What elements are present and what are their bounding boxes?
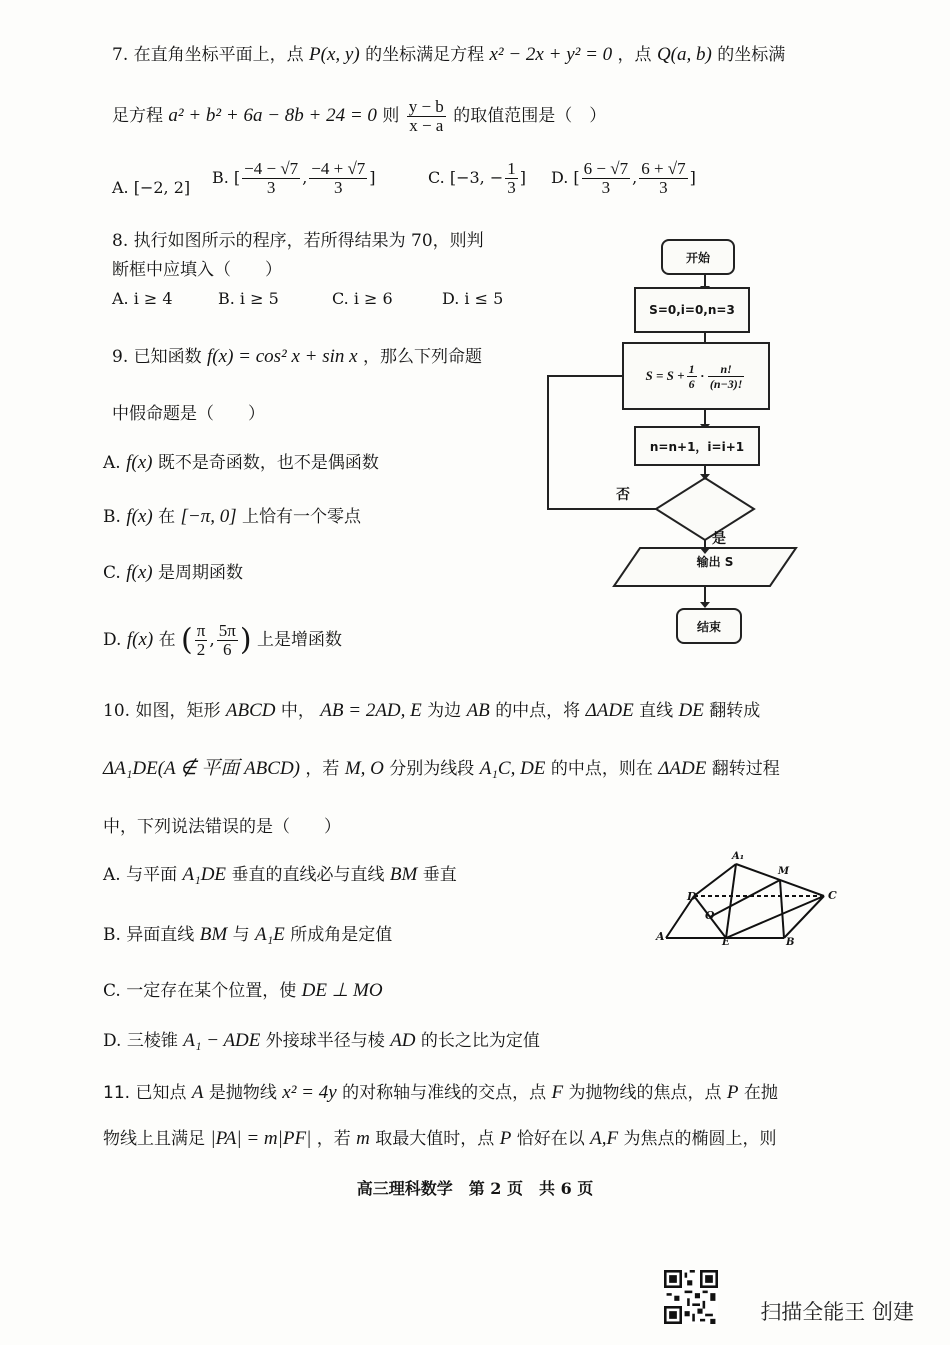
option-text: 垂直 bbox=[422, 865, 457, 885]
q7-option-b: B. [ $\frac{-4 - √7}{3}$ , $\frac{-4 + √7}{3}$ ] bbox=[212, 159, 376, 197]
q11-text: 为焦点的椭圆上，则 bbox=[623, 1129, 777, 1149]
q10-option-d bbox=[103, 1030, 540, 1052]
frac-den: 3 bbox=[266, 178, 276, 197]
q11-math: F bbox=[551, 1082, 564, 1103]
q9-f: f(x) bbox=[126, 629, 154, 650]
q10-text: 10. 如图，矩形 bbox=[103, 701, 221, 721]
q9-text: 9. 已知函数 bbox=[112, 347, 202, 367]
frac-num: n! bbox=[708, 362, 745, 377]
q7-option-d-frac2 bbox=[639, 160, 687, 197]
q10-figure bbox=[652, 848, 842, 948]
q10-math: A₁DE bbox=[182, 864, 227, 885]
q7-option-c-label: C. [−3, − bbox=[428, 168, 504, 187]
fig-label-a: A bbox=[656, 930, 665, 943]
q8-line2: 断框中应填入（ ） bbox=[112, 260, 282, 280]
option-label: D. bbox=[103, 630, 122, 650]
q9-option-d: D. f(x) 在 ( $\frac{\pi}{2}$ , $\frac{5\pi}{6}$ ) 上是增函数 bbox=[103, 621, 342, 659]
option-text: D. 三棱锥 bbox=[103, 1031, 178, 1051]
option-text: 所成角是定值 bbox=[290, 925, 393, 945]
q10-math: BM bbox=[389, 864, 418, 885]
flow-update-label: n=n+1，i=i+1 bbox=[649, 439, 745, 454]
edge-DA1 bbox=[694, 864, 736, 896]
q10-line2 bbox=[103, 758, 780, 780]
option-text: 在 bbox=[158, 507, 176, 527]
edge-EC bbox=[726, 896, 824, 938]
q9-frac1 bbox=[195, 622, 208, 659]
q7-option-d-label: D. [ bbox=[551, 168, 580, 187]
q7-option-a-text: A. [−2, 2] bbox=[112, 178, 191, 197]
q7-text: 7. 在直角坐标平面上，点 bbox=[112, 45, 304, 65]
q11-text: 恰好在以 bbox=[516, 1129, 585, 1149]
q10-text: 的中点，将 bbox=[495, 701, 581, 721]
q10-math: DE ⊥ MO bbox=[301, 980, 383, 1001]
q7-line1 bbox=[112, 44, 785, 66]
q7-text: 的坐标满 bbox=[717, 45, 786, 65]
flow-start-label: 开始 bbox=[685, 250, 710, 265]
q9-f: f(x) bbox=[126, 506, 153, 527]
segment-MB bbox=[780, 880, 784, 938]
q10-math: ΔADE bbox=[585, 700, 634, 721]
q11-line2 bbox=[103, 1128, 776, 1150]
q8-line1: 8. 执行如图所示的程序，若所得结果为 70，则判 bbox=[112, 231, 484, 251]
q10-math: BM bbox=[199, 924, 228, 945]
fig-label-b: B bbox=[786, 937, 795, 948]
option-label: C. bbox=[103, 563, 121, 583]
option-text: 既不是奇函数，也不是偶函数 bbox=[157, 453, 379, 473]
q11-text: 物线上且满足 bbox=[103, 1129, 205, 1149]
q7-option-a bbox=[112, 178, 190, 197]
q11-math: m bbox=[356, 1128, 370, 1149]
q11-math: |PA| = m|PF| bbox=[210, 1128, 312, 1149]
q7-option-b-frac2 bbox=[309, 160, 367, 197]
frac-den: (n−3)! bbox=[709, 376, 743, 391]
q10-math: AB bbox=[466, 700, 490, 721]
option-text: 上是增函数 bbox=[256, 630, 342, 650]
flow-init-label: S=0,i=0,n=3 bbox=[649, 303, 735, 317]
q9-interval: [−π, 0] bbox=[180, 506, 237, 527]
edge-A1E bbox=[726, 864, 736, 938]
q10-option-a bbox=[103, 864, 457, 886]
fig-label-c: C bbox=[828, 889, 837, 902]
q10-math: A₁ − ADE bbox=[183, 1030, 261, 1051]
frac-num: 5π bbox=[218, 621, 236, 640]
q11-math: A,F bbox=[590, 1128, 619, 1149]
frac-num: π bbox=[196, 621, 206, 640]
q7-line2 bbox=[112, 98, 606, 135]
q8-option-b: B. i ≥ 5 bbox=[218, 289, 279, 308]
q11-text: 在抛 bbox=[743, 1083, 778, 1103]
flow-end-label: 结束 bbox=[696, 619, 721, 634]
fig-label-e: E bbox=[722, 937, 730, 948]
q10-line1 bbox=[103, 700, 760, 722]
option-text: 在 bbox=[158, 630, 176, 650]
frac-den: 3 bbox=[601, 178, 611, 197]
fig-label-d: D bbox=[687, 890, 697, 903]
q11-text: 的对称轴与准线的交点，点 bbox=[342, 1083, 547, 1103]
q7-equation-1: x² − 2x + y² = 0 bbox=[489, 44, 613, 65]
flow-end bbox=[676, 608, 742, 644]
q9-option-c bbox=[103, 562, 243, 584]
option-text: 垂直的直线必与直线 bbox=[231, 865, 385, 885]
q10-text: 分别为线段 bbox=[389, 759, 475, 779]
flow-init bbox=[634, 287, 750, 333]
q10-text: 的中点，则在 bbox=[550, 759, 653, 779]
q10-text: ，若 bbox=[305, 759, 340, 779]
q7-text: 足方程 bbox=[112, 106, 163, 126]
q11-math: A bbox=[191, 1082, 204, 1103]
q7-equation-2: a² + b² + 6a − 8b + 24 = 0 bbox=[168, 105, 377, 126]
q11-text: 11. 已知点 bbox=[103, 1083, 187, 1103]
q9-f: f(x) bbox=[126, 452, 153, 473]
option-text: C. 一定存在某个位置，使 bbox=[103, 981, 297, 1001]
q11-line1 bbox=[103, 1082, 778, 1104]
q11-text: 取最大值时，点 bbox=[375, 1129, 495, 1149]
q10-math: DE bbox=[678, 700, 704, 721]
flow-output-label: 输出 S bbox=[696, 555, 734, 569]
q7-text: 的取值范围是（ ） bbox=[453, 106, 607, 126]
q9-f: f(x) bbox=[126, 562, 153, 583]
q9-line1 bbox=[112, 346, 482, 368]
q10-math: AB = 2AD, E bbox=[320, 700, 422, 721]
flow-assign-frac1 bbox=[687, 362, 697, 391]
frac-num: 6 − √7 bbox=[583, 159, 629, 178]
flow-yes-label: 是 bbox=[712, 531, 726, 547]
q7-text: 则 bbox=[382, 106, 400, 126]
flow-no-label: 否 bbox=[616, 487, 630, 503]
q7-option-d: D. [ $\frac{6 - √7}{3}$ , $\frac{6 + √7}{3}$ ] bbox=[551, 159, 696, 197]
segment-OM bbox=[710, 880, 780, 917]
q9-frac2 bbox=[217, 622, 238, 659]
q7-frac-den: x − a bbox=[409, 116, 444, 135]
q11-math: P bbox=[726, 1082, 739, 1103]
q10-text: 翻转过程 bbox=[711, 759, 780, 779]
frac-den: 3 bbox=[659, 178, 668, 197]
q7-text: ，点 bbox=[617, 45, 652, 65]
q11-math: P bbox=[499, 1128, 512, 1149]
q10-option-c bbox=[103, 980, 383, 1002]
edge-BC bbox=[784, 896, 824, 938]
frac-num: −4 − √7 bbox=[244, 159, 299, 178]
option-label: A. bbox=[103, 453, 121, 473]
q11-text: 为抛物线的焦点，点 bbox=[568, 1083, 722, 1103]
q7-option-c: C. [−3, − $\frac{1}{3}$ ] bbox=[428, 159, 526, 197]
option-text: 上恰有一个零点 bbox=[242, 507, 362, 527]
q9-option-b bbox=[103, 506, 361, 528]
option-text: A. 与平面 bbox=[103, 865, 178, 885]
q9-option-a bbox=[103, 452, 379, 474]
q10-text: 直线 bbox=[639, 701, 674, 721]
option-text: 外接球半径与棱 bbox=[265, 1031, 385, 1051]
q11-text: ，若 bbox=[316, 1129, 351, 1149]
watermark: 扫描全能王 创建 bbox=[760, 1300, 914, 1324]
option-text: 与 bbox=[232, 925, 250, 945]
q9-function: f(x) = cos² x + sin x bbox=[207, 346, 358, 367]
flow-update bbox=[634, 426, 760, 466]
frac-num: 1 bbox=[688, 361, 695, 376]
page-footer: 高三理科数学 第 2 页 共 6 页 bbox=[356, 1179, 594, 1198]
q10-math: M, O bbox=[344, 758, 384, 779]
fig-label-m: M bbox=[778, 866, 790, 877]
q7-point-q: Q(a, b) bbox=[656, 44, 712, 65]
frac-den: 3 bbox=[507, 178, 516, 197]
q7-option-b-label: B. [ bbox=[212, 168, 241, 187]
frac-num: −4 + √7 bbox=[311, 159, 366, 178]
q8-option-a: A. i ≥ 4 bbox=[112, 289, 173, 308]
frac-num: 1 bbox=[507, 159, 516, 178]
frac-den: 6 bbox=[223, 640, 232, 659]
flow-assign-label: S = S + bbox=[645, 368, 685, 383]
qr-code-icon bbox=[664, 1270, 718, 1324]
q9-text: ，那么下列命题 bbox=[363, 347, 483, 367]
q7-point-p: P(x, y) bbox=[309, 44, 360, 65]
q7-frac-num: y − b bbox=[408, 97, 444, 116]
fig-label-a1: A₁ bbox=[732, 851, 745, 862]
q7-option-d-frac1 bbox=[582, 160, 630, 197]
flow-assign-frac2 bbox=[708, 362, 745, 391]
q10-math: A₁E bbox=[254, 924, 285, 945]
q10-text: 翻转成 bbox=[709, 701, 761, 721]
flow-assign: S = S + $\frac{1}{6}$ · $\frac{n!}{(n-3)!}$ bbox=[622, 342, 770, 410]
q10-math: AD bbox=[390, 1030, 416, 1051]
option-text: B. 异面直线 bbox=[103, 925, 195, 945]
q8-option-c: C. i ≥ 6 bbox=[332, 289, 393, 308]
flow-start bbox=[661, 239, 735, 275]
q8-option-d: D. i ≤ 5 bbox=[442, 289, 504, 308]
q9-line2: 中假命题是（ ） bbox=[112, 404, 265, 424]
q10-line3: 中，下列说法错误的是（ ） bbox=[103, 817, 341, 837]
fig-label-o: O bbox=[705, 909, 715, 922]
frac-den: 2 bbox=[196, 640, 206, 659]
q7-text: 的坐标满足方程 bbox=[365, 45, 485, 65]
q11-math: x² = 4y bbox=[282, 1082, 337, 1103]
q10-text: 为边 bbox=[427, 701, 462, 721]
frac-den: 6 bbox=[688, 376, 695, 391]
q11-text: 是抛物线 bbox=[208, 1083, 277, 1103]
decision-diamond bbox=[656, 478, 754, 540]
q7-option-b-frac1 bbox=[242, 160, 300, 197]
q7-option-c-frac bbox=[505, 160, 518, 197]
frac-num: 6 + √7 bbox=[641, 159, 686, 178]
q10-text: 中， bbox=[280, 701, 315, 721]
q10-option-b bbox=[103, 924, 392, 946]
option-label: B. bbox=[103, 507, 121, 527]
q10-math: A₁C, DE bbox=[479, 758, 546, 779]
q10-math: ABCD bbox=[225, 700, 276, 721]
option-text: 是周期函数 bbox=[158, 563, 243, 583]
option-text: 的长之比为定值 bbox=[420, 1031, 540, 1051]
frac-den: 3 bbox=[334, 178, 343, 197]
q10-math: ΔADE bbox=[658, 758, 707, 779]
q7-fraction bbox=[407, 98, 446, 135]
q10-math: ΔA₁DE(A ∉ 平面 ABCD) bbox=[103, 758, 301, 779]
